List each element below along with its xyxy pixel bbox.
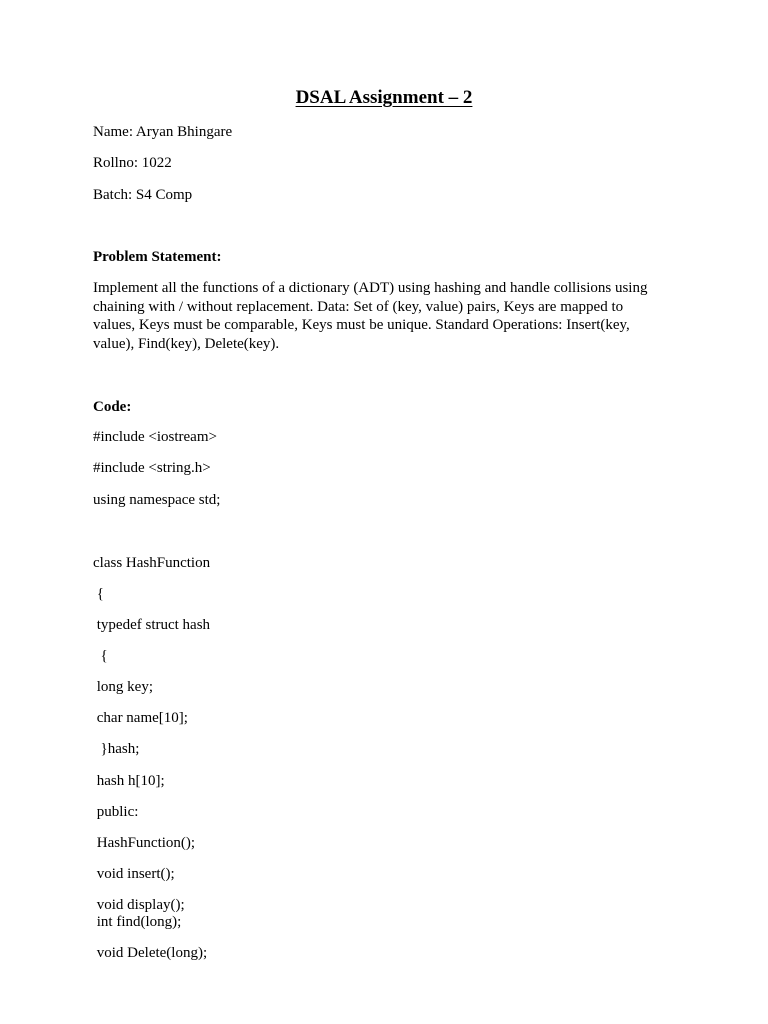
problem-line: values, Keys must be comparable, Keys must be unique. Standard Operations: Insert(key, xyxy=(93,317,630,334)
code-line: using namespace std; xyxy=(93,492,221,508)
student-name: Name: Aryan Bhingare xyxy=(93,124,233,140)
code-line: }hash; xyxy=(93,741,140,757)
code-line: long key; xyxy=(93,679,153,695)
code-line: #include <iostream> xyxy=(93,429,217,445)
code-line: { xyxy=(93,648,108,664)
code-line: hash h[10]; xyxy=(93,773,165,789)
problem-statement-text xyxy=(93,279,678,353)
code-line: void Delete(long); xyxy=(93,945,208,961)
code-line: void display(); xyxy=(93,897,185,913)
code-line: char name[10]; xyxy=(93,710,188,726)
code-line: int find(long); xyxy=(93,914,182,930)
code-heading: Code: xyxy=(93,399,132,415)
student-rollno: Rollno: 1022 xyxy=(93,155,172,171)
code-line: void insert(); xyxy=(93,866,175,882)
problem-statement-heading: Problem Statement: xyxy=(93,249,222,265)
problem-line: Implement all the functions of a dictionary (ADT) using hashing and handle collisions using xyxy=(93,280,648,296)
code-line: public: xyxy=(93,804,139,820)
student-batch: Batch: S4 Comp xyxy=(93,187,193,203)
code-line: { xyxy=(93,586,104,602)
problem-line: value), Find(key), Delete(key). xyxy=(93,335,280,352)
code-line: #include <string.h> xyxy=(93,460,211,476)
document-title: DSAL Assignment – 2 xyxy=(295,87,473,108)
code-line: class HashFunction xyxy=(93,555,211,571)
code-line: HashFunction(); xyxy=(93,835,196,851)
code-line: typedef struct hash xyxy=(93,617,211,633)
problem-line: chaining with / without replacement. Data: Set of (key, value) pairs, Keys are mapped to xyxy=(93,298,624,315)
